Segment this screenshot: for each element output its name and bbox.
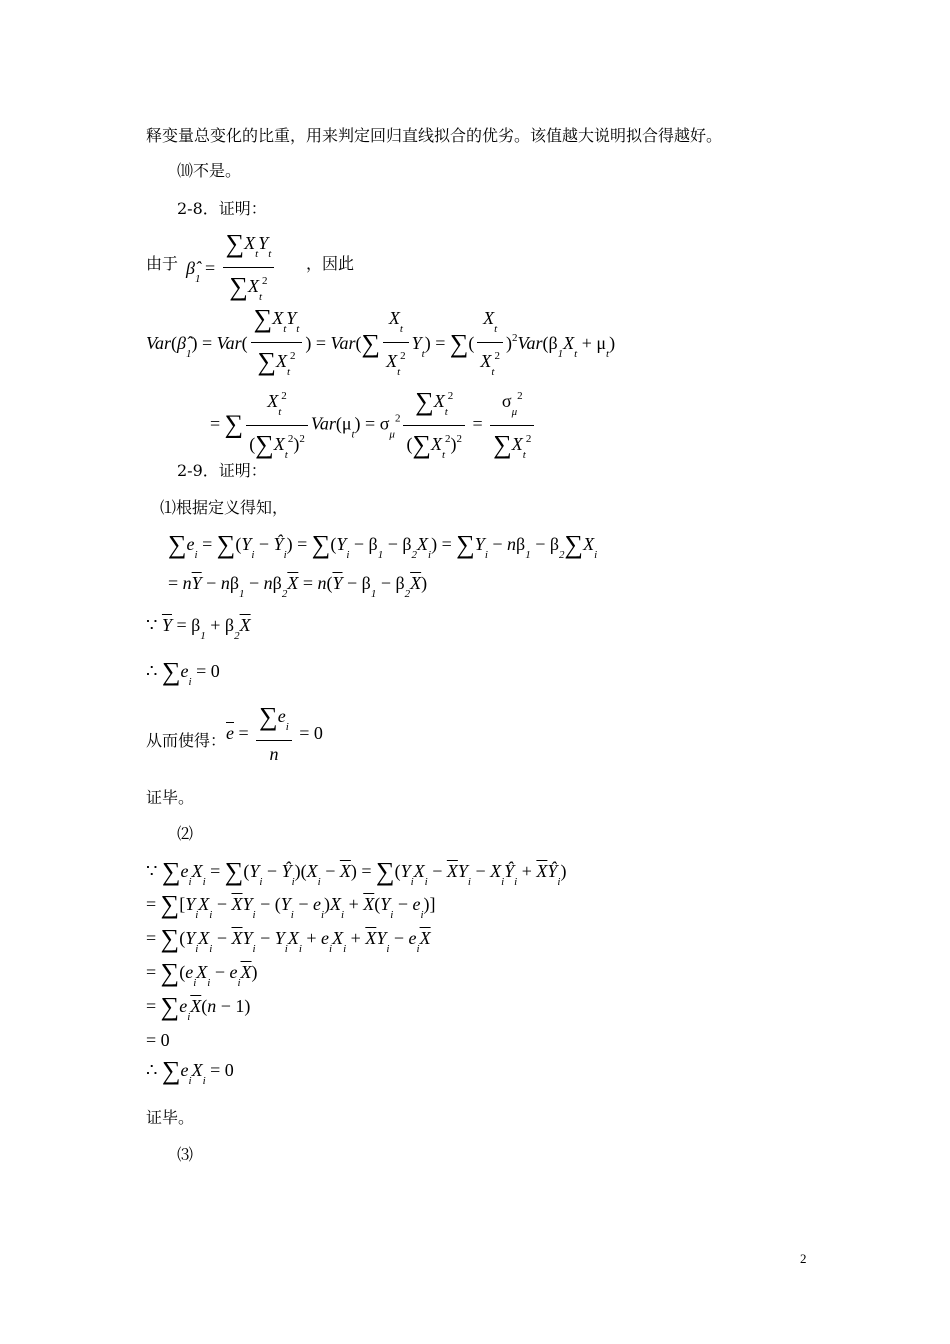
heading-2-9: 2-9．证明： [177, 461, 267, 480]
text-line-ratio: 释变量总变化的比重，用来判定回归直线拟合的优劣。该值越大说明拟合得越好。 [146, 126, 723, 145]
formula-var-line2: = ∑ $\frac{X_t^2}{(\sum X_t^2)^2}$ $Var(\mu_t) = \sigma_\mu^2$ $\frac{\sum X_t^2}{(\sum X_t^2)^2}$ = $\frac{\sigma_\mu^2}{\sum X_t^2}$ [210, 385, 537, 466]
heading-2-8: 2-8．证明： [177, 199, 267, 218]
formula-exi-line4: = $\sum(e_iX_i - e_i\overline{X})$ [146, 958, 258, 989]
text-qed-2: 证毕。 [146, 1108, 195, 1127]
formula-sum-e-line2: = $n\overline{Y} - n\beta_1 - n\beta_2\overline{X} = n(\overline{Y} - \beta_1 - \beta_2\overline{X})$ [168, 573, 428, 600]
formula-sum-e-line1: $\sum e_i = \sum(Y_i$ − $Ŷ_i) = \sum(Y_i - \beta_1 - \beta_2X_i) = \sum Y_i - n\beta_1 - \beta_2\sum X_i$ [168, 530, 598, 561]
formula-var-line1: $Var(\betâ_1) = Var$( $\frac{\sum X_tY_t}{\sum X_t^2}$ ) = Var(∑ $\frac{X_t}{X_t^2}$ $Y_t$) = ∑( $\frac{X_t}{X_t^2}$ )$^2Var(\beta_1X_t + \mu_t)$ [146, 304, 616, 378]
formula-beta-hat: $\betâ_1$ = $\frac{\sum X_tY_t}{\sum X_t^2}$ [186, 232, 277, 308]
page-number: 2 [800, 1251, 807, 1266]
formula-exi-line3: = $\sum(Y_iX_i - \overline{X}Y_i - Y_iX_i + e_iX_i + \overline{X}Y_i - e_i\overline{X}$ [146, 924, 431, 955]
text-therefore: ，因此 [306, 254, 355, 273]
formula-exi-line7: ∴ $\sum e_iX_i = 0$ [146, 1056, 234, 1087]
formula-exi-line5: = $\sum e_i\overline{X}(n - 1)$ [146, 992, 251, 1023]
text-since: 由于 [146, 254, 179, 273]
text-item-2: ⑵ [177, 824, 194, 843]
text-thus: 从而使得： [146, 731, 227, 750]
formula-therefore-sum-e: ∴ $\sum e_i = 0$ [146, 657, 220, 688]
formula-exi-line2: = $\sum[Y_iX_i - \overline{X}Y_i - (Y_i - e_i)X_i + \overline{X}(Y_i - e_i)]$ [146, 890, 436, 921]
text-item-1: ⑴根据定义得知， [160, 498, 289, 517]
formula-ebar: $\overline{e}$ = $\frac{\sum e_i}{n}$ = 0 [226, 702, 323, 764]
formula-because-ybar: ∵ $\overline{Y} = \beta_1 + \beta_2\overline{X}$ [146, 615, 251, 642]
formula-exi-line6: = 0 [146, 1030, 170, 1050]
text-item-3: ⑶ [177, 1145, 194, 1164]
text-item-10: ⑽不是。 [177, 161, 242, 180]
formula-exi-line1: ∵ $\sum e_iX_i = \sum(Y_i$ − $Ŷ_i)(X_i - \overline{X}) = \sum(Y_iX_i - \overline{X}Y_i$ − $X_iŶ_i$ + $\overline{X}Ŷ_i$) [146, 857, 567, 888]
text-qed-1: 证毕。 [146, 788, 195, 807]
